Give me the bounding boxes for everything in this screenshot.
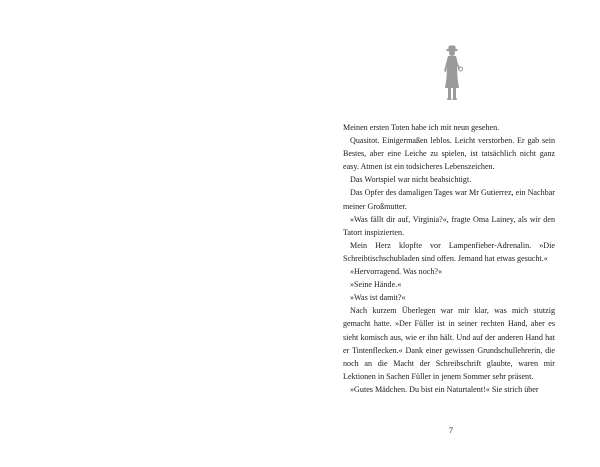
paragraph: Das Opfer des damaligen Tages war Mr Gutierrez, ein Nachbar meiner Großmutter.	[343, 188, 555, 211]
paragraph: »Gutes Mädchen. Du bist ein Naturtalent!« Sie strich über	[350, 384, 539, 394]
paragraph: Nach kurzem Überlegen war mir klar, was mich stutzig gemacht hatte. »Der Füller ist in seiner rechten Hand, aber es sieht komisch aus, wie er ihn hält. Und auf der anderen Hand hat er Tintenflecken.« Dank einer gewissen Grundschullehrerin, die noch an die Macht der Schreibschrift glaubte, waren mir Lektionen in Sachen Füller in jenem Sommer sehr präsent.	[343, 306, 555, 381]
paragraph: »Hervorragend. Was noch?«	[350, 267, 443, 277]
chapter-text	[343, 121, 555, 396]
paragraph: Quasitot. Einigermaßen leblos. Leicht verstorben. Er gab sein Bestes, aber eine Leiche zu spielen, ist tatsächlich nicht ganz easy. Atmen ist ein todsicheres Lebenszeichen.	[343, 136, 555, 172]
paragraph: Mein Herz klopfte vor Lampenfieber-Adrenalin. »Die Schreibtischschubladen sind offen. Jemand hat etwas gesucht.«	[343, 240, 555, 263]
paragraph: Meinen ersten Toten habe ich mit neun gesehen.	[343, 123, 500, 132]
detective-silhouette-icon	[442, 44, 464, 102]
paragraph: »Was ist damit?«	[350, 293, 406, 303]
paragraph: »Seine Hände.«	[350, 280, 402, 290]
page-number: 7	[449, 426, 453, 435]
paragraph: Das Wortspiel war nicht beabsichtigt.	[350, 175, 472, 185]
paragraph: »Was fällt dir auf, Virginia?«, fragte Oma Lainey, als wir den Tatort inspizierten.	[343, 214, 555, 237]
right-page	[300, 0, 600, 467]
